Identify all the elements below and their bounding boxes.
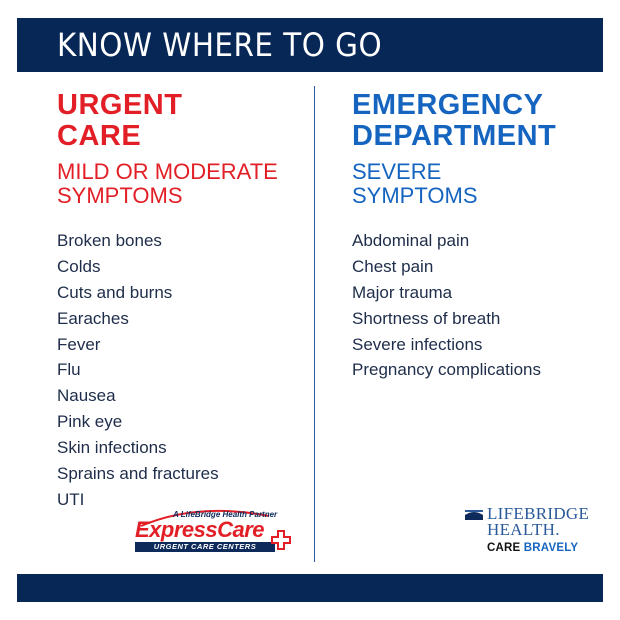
list-item: Nausea bbox=[57, 386, 116, 406]
lifebridge-name bbox=[487, 506, 589, 538]
emergency-symptom-list bbox=[352, 228, 602, 383]
emergency-subtitle-line1: SEVERE bbox=[352, 159, 442, 184]
column-divider bbox=[314, 86, 315, 562]
list-item: Shortness of breath bbox=[352, 308, 501, 328]
list-item: Cuts and burns bbox=[57, 282, 173, 302]
expresscare-logo bbox=[133, 510, 293, 554]
list-item: Earaches bbox=[57, 308, 129, 328]
emergency-title bbox=[352, 90, 602, 152]
expresscare-partner-text: A LifeBridge Health Partner bbox=[173, 510, 278, 519]
list-item: Broken bones bbox=[57, 231, 162, 250]
emergency-subtitle-line2: SYMPTOMS bbox=[352, 183, 478, 208]
care-bravely-tagline bbox=[487, 542, 578, 554]
header-banner bbox=[17, 18, 603, 72]
list-item: Skin infections bbox=[57, 438, 167, 458]
list-item: Severe infections bbox=[352, 334, 483, 354]
lifebridge-name-line1: LIFEBRIDGE bbox=[487, 504, 590, 523]
emergency-subtitle bbox=[352, 160, 602, 208]
footer-banner bbox=[17, 574, 603, 602]
urgent-care-title-line1: URGENT bbox=[57, 89, 183, 121]
tagline-bravely: BRAVELY bbox=[523, 542, 579, 554]
list-item: Chest pain bbox=[352, 256, 434, 276]
expresscare-tagline: URGENT CARE CENTERS bbox=[135, 542, 275, 552]
tagline-care: CARE bbox=[487, 542, 521, 554]
page-title: KNOW WHERE TO GO bbox=[57, 26, 383, 64]
list-item: Major trauma bbox=[352, 282, 453, 302]
lifebridge-health-logo bbox=[463, 506, 588, 556]
bridge-icon bbox=[465, 510, 483, 520]
urgent-care-title-line2: CARE bbox=[57, 120, 142, 152]
list-item: Pink eye bbox=[57, 412, 123, 432]
list-item: Flu bbox=[57, 360, 81, 380]
emergency-column bbox=[352, 90, 602, 399]
list-item: Pregnancy complications bbox=[352, 360, 541, 380]
urgent-care-subtitle-line2: SYMPTOMS bbox=[57, 183, 183, 208]
list-item: Sprains and fractures bbox=[57, 464, 219, 484]
urgent-care-column bbox=[57, 90, 307, 529]
emergency-title-line1: EMERGENCY bbox=[352, 89, 544, 121]
lifebridge-name-line2: HEALTH. bbox=[487, 520, 560, 539]
urgent-care-title bbox=[57, 90, 307, 152]
urgent-care-symptom-list bbox=[57, 228, 307, 513]
list-item: UTI bbox=[57, 489, 85, 509]
urgent-care-subtitle bbox=[57, 160, 307, 208]
urgent-care-subtitle-line1: MILD OR MODERATE bbox=[57, 159, 278, 184]
emergency-title-line2: DEPARTMENT bbox=[352, 120, 557, 152]
expresscare-name: ExpressCare bbox=[135, 517, 265, 542]
medical-cross-icon bbox=[271, 530, 291, 550]
list-item: Colds bbox=[57, 256, 101, 276]
list-item: Abdominal pain bbox=[352, 231, 470, 250]
list-item: Fever bbox=[57, 334, 101, 354]
